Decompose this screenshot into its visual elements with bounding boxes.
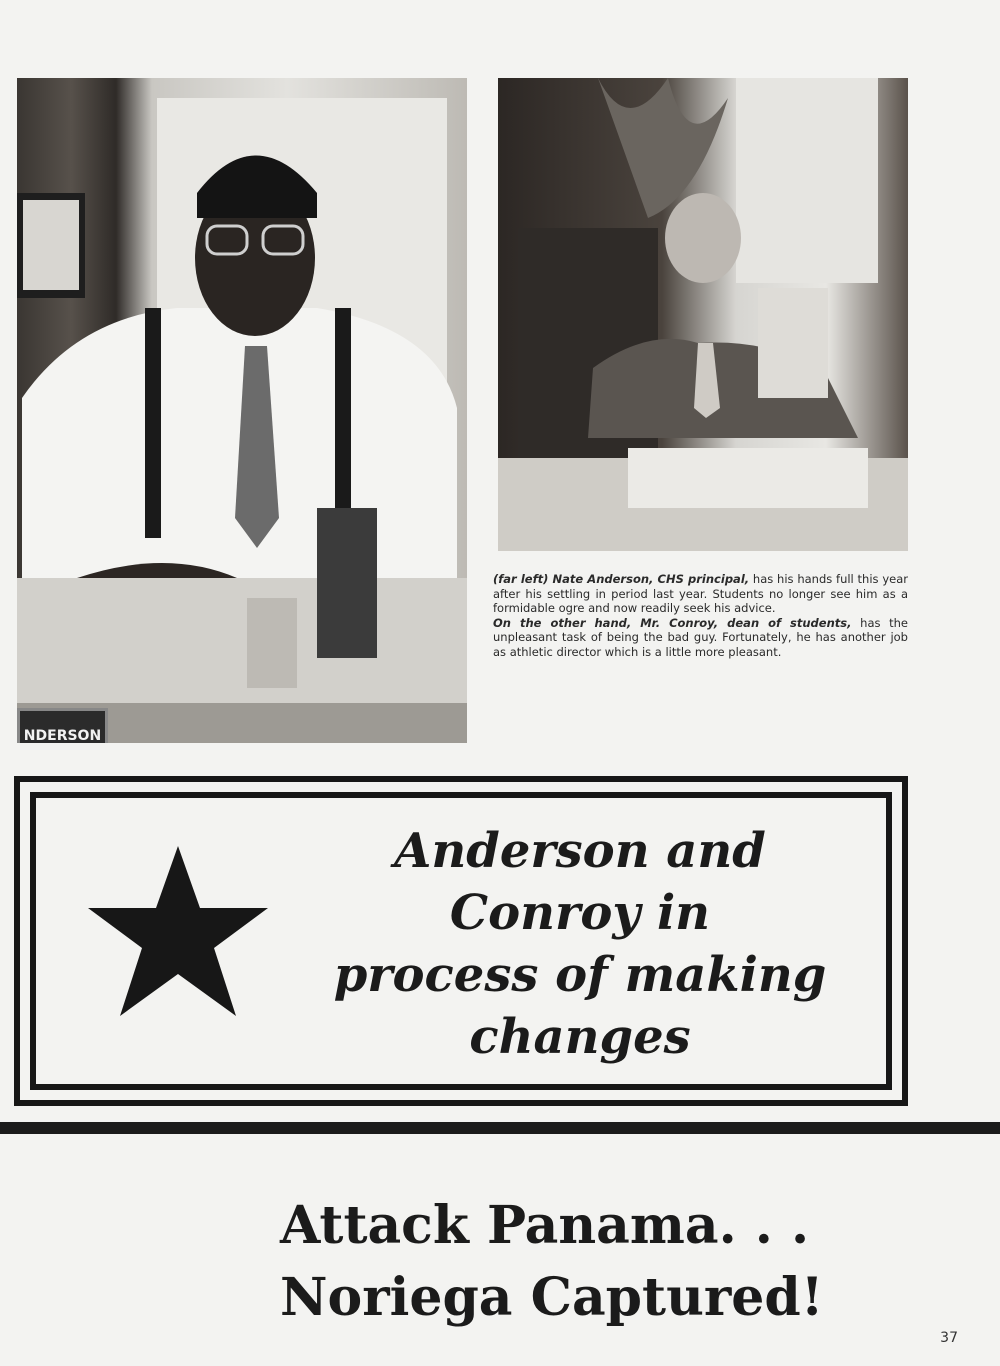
banner-line-3: process of making — [333, 947, 827, 1003]
nameplate: NDERSON — [17, 708, 108, 743]
photo-mr-conroy — [498, 78, 908, 551]
anderson-figure — [17, 78, 467, 743]
section-divider — [0, 1122, 1000, 1134]
star-icon — [86, 844, 271, 1019]
photo-caption — [493, 572, 908, 659]
banner-headline — [300, 820, 860, 1068]
banner-line-1: Anderson and — [394, 823, 766, 879]
banner-line-2: Conroy in — [449, 885, 711, 941]
caption-conroy-text: has the unpleasant task of being the bad guy. Fortunately, he has another job as athletic director which is a little more pleasant. — [493, 615, 909, 659]
page-headline — [280, 1190, 900, 1334]
caption-anderson-lead: (far left) Nate Anderson, CHS principal, — [493, 572, 750, 586]
photo-nate-anderson — [17, 78, 467, 743]
conroy-figure — [498, 78, 908, 551]
caption-conroy-lead: On the other hand, Mr. Conroy, dean of students, — [493, 615, 852, 630]
banner-line-4: changes — [469, 1009, 691, 1065]
headline-line-1: Attack Panama. . . — [280, 1195, 810, 1256]
caption-anderson-text: has his hands full this year after his settling in period last year. Students no longer see him as a formidable ogre and now readily seek his advice. — [493, 572, 908, 615]
page-number: 37 — [940, 1330, 958, 1346]
headline-line-2: Noriega Captured! — [280, 1267, 824, 1328]
